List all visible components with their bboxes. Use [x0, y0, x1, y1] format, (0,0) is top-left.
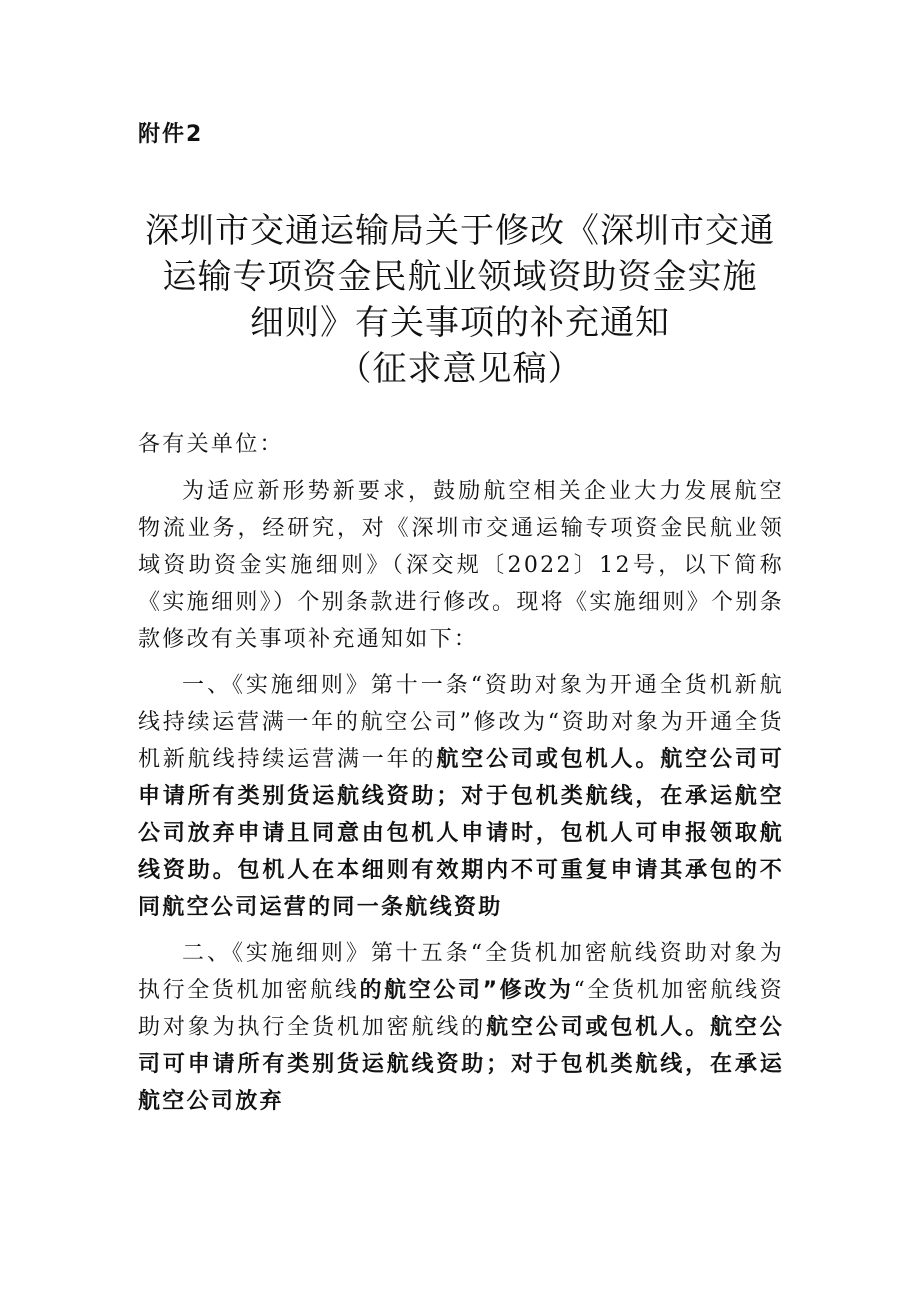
- item-two-paragraph: [138, 935, 784, 1120]
- attachment-label: 附件2: [138, 122, 204, 147]
- item-two-bold-text-continued: 航空公司或包机人。航空公司可申请所有类别货运航线资助；对于包机类航线，在承运航空公司放弃: [138, 1015, 784, 1114]
- document-body: [138, 426, 784, 1120]
- intro-paragraph: 为适应新形势新要求，鼓励航空相关企业大力发展航空物流业务，经研究，对《深圳市交通运输专项资金民航业领域资助资金实施细则》（深交规〔2022〕12号，以下简称《实施细则》）个别条款进行修改。现将《实施细则》个别条款修改有关事项补充通知如下：: [138, 479, 784, 652]
- title-line: （征求意见稿）: [337, 349, 583, 389]
- title-line: 运输专项资金民航业领域资助资金实施: [162, 257, 758, 297]
- document-title: [100, 208, 820, 392]
- title-line: 细则》有关事项的补充通知: [250, 303, 670, 343]
- title-line: 深圳市交通运输局关于修改《深圳市交通: [145, 211, 775, 251]
- item-one-bold-text: 航空公司或包机人。航空公司可申请所有类别货运航线资助；对于包机类航线，在承运航空公司放弃申请且同意由包机人申请时，包机人可申报领取航线资助。包机人在本细则有效期内不可重复申请其承包的不同航空公司运营的同一条航线资助: [138, 747, 785, 920]
- salutation: 各有关单位：: [138, 432, 284, 457]
- item-one-paragraph: [138, 667, 784, 926]
- item-one-text: 一、《实施细则》第十一条“资助对象为开通全货机新航线持续运营满一年的航空公司”修改为“资助对象为开通全货机新航线持续运营满一年的: [138, 673, 784, 772]
- item-two-bold-text: 的航空公司”修改为: [359, 978, 574, 1003]
- item-two-text: 二、《实施细则》第十五条“全货机加密航线资助对象为执行全货机加密航线: [138, 941, 784, 1003]
- item-two-text-continued: “全货机加密航线资助对象为执行全货机加密航线的: [138, 978, 784, 1040]
